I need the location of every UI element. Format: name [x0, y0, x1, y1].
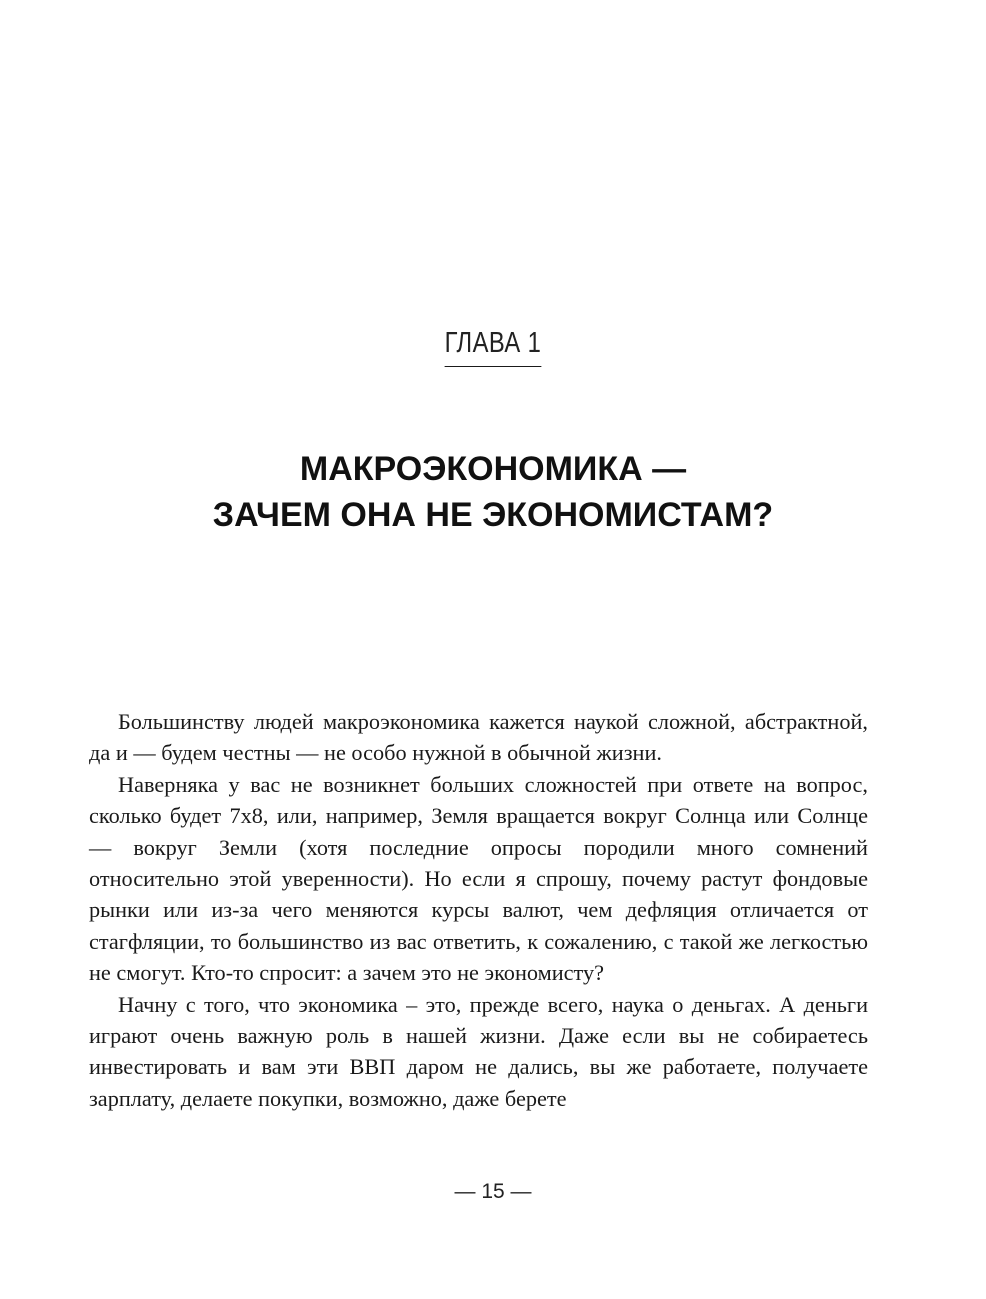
paragraph: Наверняка у вас не возникнет больших сложностей при ответе на вопрос, сколько будет 7х8, или, например, Земля вращается вокруг Солнца или Солнце — вокруг Земли (хотя последние опросы породили много сомнений относительно этой уверенности). Но если я спрошу, почему растут фондовые рынки или из-за чего меняются курсы валют, чем дефляция отличается от стагфляции, то большинство из вас ответить, к сожалению, с такой же легкостью не смогут. Кто-то спросит: а зачем это не экономисту?	[89, 771, 868, 986]
paragraph: Большинству людей макроэкономика кажется наукой сложной, абстрактной, да и — будем честны — не особо нужной в обычной жизни.	[89, 709, 868, 766]
chapter-title-line-2: ЗАЧЕМ ОНА НЕ ЭКОНОМИСТАМ?	[212, 496, 774, 534]
chapter-title-line-1: МАКРОЭКОНОМИКА —	[299, 450, 687, 488]
chapter-title	[0, 446, 986, 538]
chapter-label	[0, 326, 986, 367]
body-text	[89, 706, 868, 1114]
chapter-number: ГЛАВА 1	[445, 326, 542, 367]
page-number: — 15 —	[454, 1180, 532, 1203]
paragraph: Начну с того, что экономика – это, прежде всего, наука о деньгах. А деньги играют очень важную роль в нашей жизни. Даже если вы не собираетесь инвестировать и вам эти ВВП даром не дались, вы же работаете, получаете зарплату, делаете покупки, возможно, даже берете	[89, 991, 868, 1111]
